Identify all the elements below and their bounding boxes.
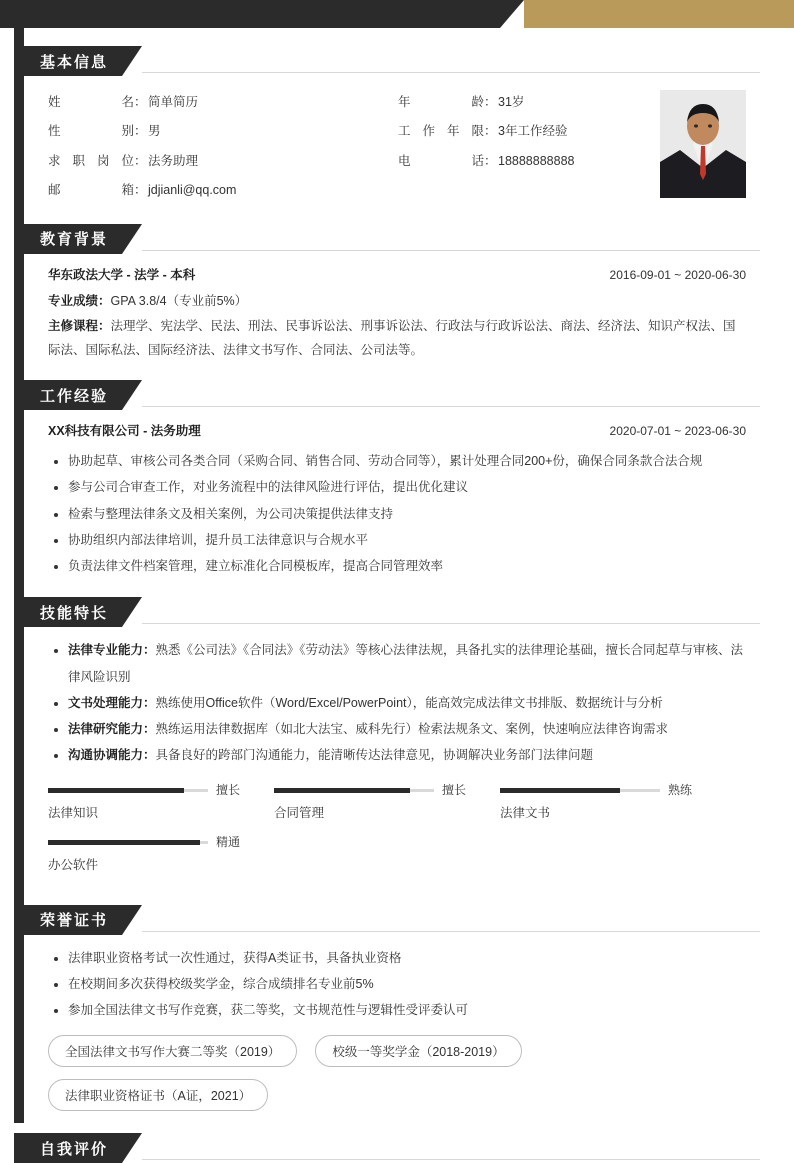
section-title-skills: 技能特长 <box>14 597 122 627</box>
skill-bar-fill <box>48 788 184 793</box>
skills-body <box>48 637 746 768</box>
education-date: 2016-09-01 ~ 2020-06-30 <box>609 267 746 282</box>
basic-info-row <box>48 88 398 117</box>
education-courses-value: 法理学、宪法学、民法、刑法、民事诉讼法、刑事诉讼法、行政法与行政诉讼法、商法、经济法、知识产权法、国际法、国际私法、国际经济法、法律文书写作、合同法、公司法等。 <box>48 318 736 357</box>
skill-bar-item <box>274 783 500 821</box>
basic-info-row <box>48 117 398 146</box>
skill-bar-level: 擅长 <box>442 783 467 798</box>
section-header-self-evaluation <box>14 1133 794 1163</box>
basic-info-row <box>398 88 658 117</box>
section-rule-basic <box>142 46 794 76</box>
basic-value-email: jdjianli@qq.com <box>148 183 237 198</box>
skill-bar-name: 法律知识 <box>48 805 99 820</box>
section-wedge-honors <box>122 905 142 935</box>
honor-tag: 校级一等奖学金（2018-2019） <box>315 1035 521 1067</box>
colon: ： <box>484 153 497 168</box>
list-item: • 参加全国法律文书写作竞赛，获二等奖，文书规范性与逻辑性受评委认可 <box>68 997 746 1023</box>
skill-bar-name: 合同管理 <box>274 805 325 820</box>
list-item: • 法律职业资格考试一次性通过，获得A类证书，具备执业资格 <box>68 945 746 971</box>
colon: ： <box>134 153 147 168</box>
basic-info-row <box>398 117 658 146</box>
list-item: • 在校期间多次获得校级奖学金，综合成绩排名专业前5% <box>68 971 746 997</box>
section-title-education: 教育背景 <box>14 224 122 254</box>
section-header-skills <box>14 597 794 627</box>
basic-label-gender: 性 别 <box>48 124 134 139</box>
section-rule-work <box>142 380 794 410</box>
list-item <box>68 716 746 742</box>
education-entry-header <box>48 264 746 288</box>
basic-value-phone: 18888888888 <box>498 153 575 168</box>
skill-label: 文书处理能力： <box>68 695 156 710</box>
education-gpa-value: GPA 3.8/4（专业前5%） <box>110 294 248 309</box>
section-title-basic: 基本信息 <box>14 46 122 76</box>
colon: ： <box>134 183 147 198</box>
honors-list <box>48 945 746 1024</box>
basic-info-block <box>48 88 746 206</box>
skill-bar-track <box>274 783 500 797</box>
education-courses-label: 主修课程： <box>48 318 111 333</box>
basic-value-position: 法务助理 <box>148 153 199 168</box>
top-bar-dark-block <box>0 0 500 28</box>
education-school: 华东政法大学 - 法学 - 本科 <box>48 267 196 282</box>
list-item <box>68 637 746 690</box>
list-item: • 负责法律文件档案管理，建立标准化合同模板库，提高合同管理效率 <box>68 553 746 579</box>
section-wedge-basic <box>122 46 142 76</box>
section-wedge-work <box>122 380 142 410</box>
list-item: • 协助组织内部法律培训，提升员工法律意识与合规水平 <box>68 527 746 553</box>
list-item: • 协助起草、审核公司各类合同（采购合同、销售合同、劳动合同等），累计处理合同200+份，确保合同条款合法合规 <box>68 448 746 474</box>
section-wedge-skills <box>122 597 142 627</box>
basic-label-phone: 电 话 <box>398 153 484 168</box>
skill-label: 法律研究能力： <box>68 722 156 737</box>
colon: ： <box>484 124 497 139</box>
work-entry-header <box>48 420 746 444</box>
work-body <box>48 420 746 579</box>
basic-info-left-column <box>48 88 398 206</box>
skill-bar-name: 法律文书 <box>500 805 551 820</box>
section-wedge-self-evaluation <box>122 1133 142 1163</box>
basic-info-row <box>48 147 398 176</box>
honor-tag: 全国法律文书写作大赛二等奖（2019） <box>48 1035 297 1067</box>
honor-tag-group-second-row <box>48 1079 746 1111</box>
basic-info-row <box>48 176 398 205</box>
skill-bar-fill <box>48 840 200 845</box>
skill-text: 熟练运用法律数据库（如北大法宝、威科先行）检索法规条文、案例，快速响应法律咨询需求 <box>155 722 669 737</box>
section-title-honors: 荣誉证书 <box>14 905 122 935</box>
top-decoration-bar <box>0 0 794 28</box>
skill-bar-track <box>500 783 726 797</box>
education-gpa-label: 专业成绩： <box>48 294 111 309</box>
basic-label-position: 求 职 岗 位 <box>48 153 134 168</box>
section-header-basic <box>14 46 794 76</box>
basic-label-email: 邮 箱 <box>48 183 134 198</box>
resume-page <box>0 28 794 1163</box>
basic-label-age: 年 龄 <box>398 95 484 109</box>
honor-tag: 法律职业资格证书（A证，2021） <box>48 1079 268 1111</box>
list-item: • 检索与整理法律条文及相关案例，为公司决策提供法律支持 <box>68 501 746 527</box>
skills-list <box>48 637 746 768</box>
skill-bar-item <box>500 783 726 821</box>
top-bar-wedge <box>500 0 524 28</box>
section-rule-self-evaluation <box>142 1133 794 1163</box>
section-header-education <box>14 224 794 254</box>
skill-text: 熟悉《公司法》《合同法》《劳动法》等核心法律法规，具备扎实的法律理论基础，擅长合同起草与审核、法律风险识别 <box>68 643 744 684</box>
portrait-photo-icon <box>660 90 746 198</box>
skill-bar-fill <box>274 788 410 793</box>
avatar <box>660 90 746 198</box>
skill-text: 具备良好的跨部门沟通能力，能清晰传达法律意见，协调解决业务部门法律问题 <box>155 748 594 763</box>
honors-body <box>48 945 746 1024</box>
skill-label: 沟通协调能力： <box>68 748 156 763</box>
skill-bar-level: 精通 <box>216 835 241 850</box>
colon: ： <box>484 95 497 109</box>
section-title-work: 工作经验 <box>14 380 122 410</box>
basic-value-name: 简单简历 <box>148 95 199 109</box>
list-item <box>68 742 746 768</box>
section-header-work <box>14 380 794 410</box>
colon: ： <box>134 95 147 109</box>
skill-bar-track <box>48 783 274 797</box>
top-bar-gold-block <box>524 0 794 28</box>
section-wedge-education <box>122 224 142 254</box>
skill-bar-fill <box>500 788 620 793</box>
skill-bar-level: 熟练 <box>668 783 693 798</box>
skill-bar-name: 办公软件 <box>48 857 99 872</box>
basic-value-gender: 男 <box>148 124 161 139</box>
basic-label-name: 姓 名 <box>48 95 134 109</box>
section-rule-education <box>142 224 794 254</box>
education-body <box>48 264 746 363</box>
skill-bar-level: 擅长 <box>216 783 241 798</box>
honor-tag-group <box>48 1035 746 1067</box>
skill-bar-item <box>48 835 274 873</box>
work-date: 2020-07-01 ~ 2023-06-30 <box>609 424 746 439</box>
skill-bar-group <box>48 783 746 887</box>
skill-bar-track <box>48 835 274 849</box>
work-duty-list <box>48 448 746 579</box>
section-title-self-evaluation: 自我评价 <box>14 1133 122 1163</box>
basic-info-right-column <box>398 88 658 206</box>
list-item: • 参与公司合审查工作，对业务流程中的法律风险进行评估，提出优化建议 <box>68 474 746 500</box>
colon: ： <box>134 124 147 139</box>
section-header-honors <box>14 905 794 935</box>
section-rule-skills <box>142 597 794 627</box>
skill-text: 熟练使用Office软件（Word/Excel/PowerPoint），能高效完成法律文书排版、数据统计与分析 <box>155 695 663 710</box>
section-rule-honors <box>142 905 794 935</box>
basic-value-experience: 3年工作经验 <box>498 124 568 139</box>
skill-bar-item <box>48 783 274 821</box>
basic-value-age: 31岁 <box>498 95 525 109</box>
education-gpa-row <box>48 289 746 313</box>
education-courses-row <box>48 314 746 363</box>
basic-info-row <box>398 147 658 176</box>
work-company: XX科技有限公司 - 法务助理 <box>48 424 201 439</box>
basic-label-experience: 工 作 年 限 <box>398 124 484 139</box>
list-item <box>68 690 746 716</box>
skill-label: 法律专业能力： <box>68 643 156 658</box>
